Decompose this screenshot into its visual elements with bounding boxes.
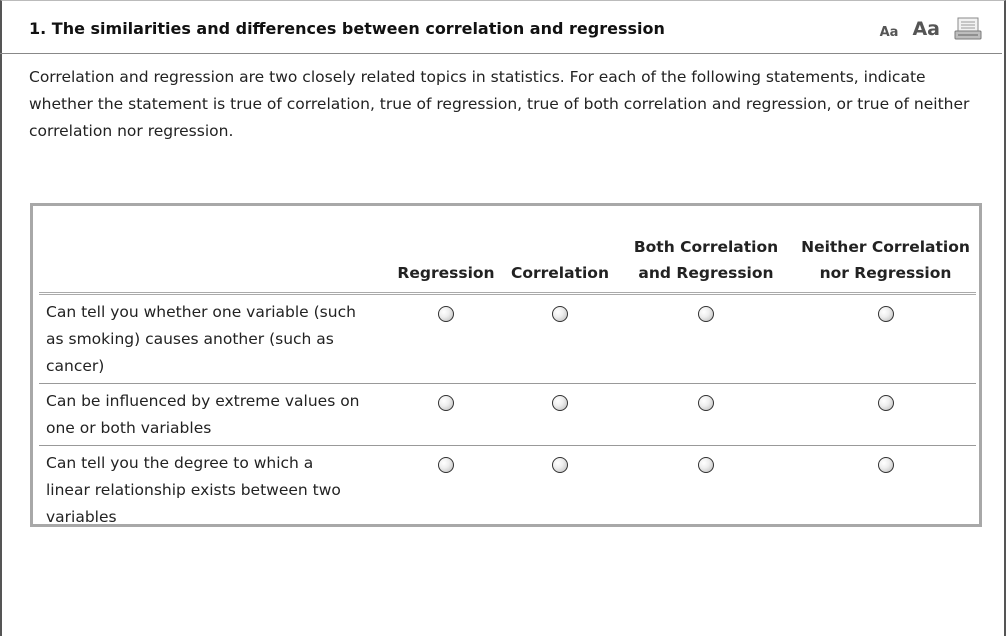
column-header-regression [389, 234, 503, 294]
radio-correlation[interactable] [552, 457, 568, 473]
statement-text: Can be influenced by extreme values on one or both variables [39, 384, 389, 446]
statement-column-header [39, 234, 389, 294]
question-instructions: Correlation and regression are two closely related topics in statistics. For each of the following statements, indicate whether the statement is true of correlation, true of regression, true of both correlation and regression, or true of neither correlation nor regression. [29, 68, 970, 140]
radio-cell [617, 294, 795, 384]
radio-cell [795, 294, 976, 384]
radio-cell [503, 294, 617, 384]
radio-correlation[interactable] [552, 395, 568, 411]
radio-cell [503, 446, 617, 535]
decrease-font-button[interactable]: Aa [879, 24, 899, 40]
radio-both[interactable] [698, 306, 714, 322]
radio-cell [795, 446, 976, 535]
print-icon[interactable] [954, 17, 982, 41]
radio-both[interactable] [698, 395, 714, 411]
radio-regression[interactable] [438, 306, 454, 322]
matrix-row [39, 446, 976, 535]
radio-both[interactable] [698, 457, 714, 473]
radio-cell [795, 384, 976, 446]
radio-neither[interactable] [878, 306, 894, 322]
statement-text: Can tell you whether one variable (such as smoking) causes another (such as cancer) [39, 294, 389, 384]
radio-cell [389, 446, 503, 535]
radio-cell [389, 384, 503, 446]
column-header-line2: Regression [397, 264, 495, 282]
column-header-line1: Both Correlation [633, 238, 779, 256]
radio-regression[interactable] [438, 457, 454, 473]
answer-matrix [39, 234, 976, 534]
question-tools [880, 17, 982, 41]
column-header-line2: and Regression [638, 264, 774, 282]
column-header-line2: nor Regression [819, 264, 952, 282]
answer-matrix-box [30, 203, 982, 527]
matrix-row [39, 294, 976, 384]
column-header-neither [795, 234, 976, 294]
matrix-header-row [39, 234, 976, 294]
statement-text: Can tell you the degree to which a linear relationship exists between two variables [46, 454, 341, 526]
column-header-correlation [503, 234, 617, 294]
radio-cell [389, 294, 503, 384]
matrix-row [39, 384, 976, 446]
radio-cell [617, 446, 795, 535]
question-header [0, 0, 1002, 54]
increase-font-button[interactable]: Aa [912, 18, 940, 40]
radio-neither[interactable] [878, 395, 894, 411]
column-header-both [617, 234, 795, 294]
radio-cell [503, 384, 617, 446]
column-header-line2: Correlation [510, 264, 609, 282]
radio-correlation[interactable] [552, 306, 568, 322]
radio-cell [617, 384, 795, 446]
radio-regression[interactable] [438, 395, 454, 411]
radio-neither[interactable] [878, 457, 894, 473]
question-title: 1. The similarities and differences between correlation and regression [29, 19, 665, 38]
column-header-line1: Neither Correlation [801, 238, 970, 256]
